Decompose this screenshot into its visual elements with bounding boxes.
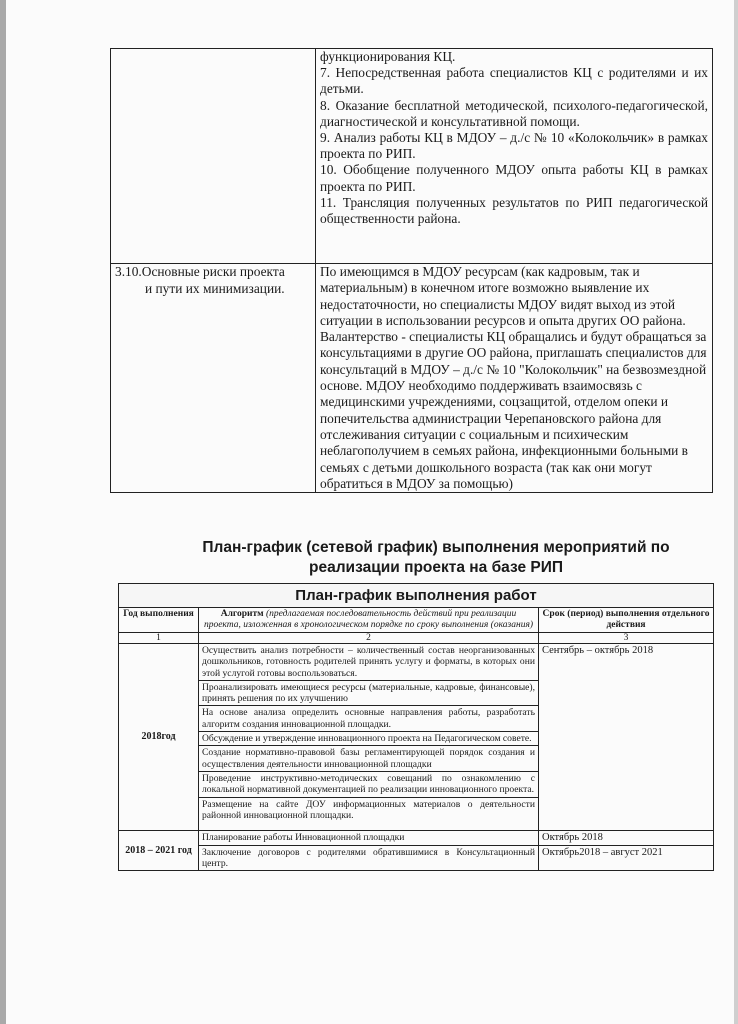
plan-table	[118, 583, 714, 871]
list-item: 9. Анализ работы КЦ в МДОУ – д./с № 10 «Колокольчик» в рамках проекта по РИП.	[320, 130, 708, 162]
action-cell: Обсуждение и утверждение инновационного проекта на Педагогическом совете.	[199, 732, 539, 746]
table-row	[119, 845, 714, 871]
action-cell: На основе анализа определить основные направления работы, разработать алгоритм создания инновационной площадки.	[199, 706, 539, 732]
algorithm-header-label: Алгоритм	[220, 609, 264, 619]
table-row	[111, 264, 713, 493]
action-cell: Размещение на сайте ДОУ информационных материалов о деятельности районной инновационной площадки.	[199, 797, 539, 830]
column-number: 1	[119, 633, 199, 644]
plan-table-title: План-график выполнения работ	[119, 584, 714, 608]
period-cell: Октябрь 2018	[539, 830, 714, 845]
table-row	[119, 830, 714, 845]
algorithm-header-note: (предлагаемая последовательность действий при реализации проекта, изложенная в хронологическом порядке по сроку выполнения (оказания)	[203, 609, 534, 630]
list-item: 8. Оказание бесплатной методической, психолого-педагогической, диагностической и консультативной помощи.	[320, 97, 708, 129]
empty-label-cell	[111, 49, 316, 264]
column-header-period: Срок (период) выполнения отдельного действия	[539, 608, 714, 633]
period-cell: Октябрь2018 – август 2021	[539, 845, 714, 871]
steps-cell	[316, 49, 713, 264]
action-cell: Проанализировать имеющиеся ресурсы (материальные, кадровые, финансовые), принять решения по их улучшению	[199, 680, 539, 706]
year-cell-2018: 2018год	[119, 644, 199, 831]
list-item: 7. Непосредственная работа специалистов КЦ с родителями и их детьми.	[320, 65, 708, 97]
scan-left-edge	[0, 0, 6, 1024]
project-table	[110, 48, 713, 493]
risks-text-cell: По имеющимся в МДОУ ресурсам (как кадровым, так и материальным) в конечном итоге возможно выявление их недостаточности, но специалисты МДОУ видят выход из этой ситуации в использовании ресурсов и опыта других ОО района. Валантерство - специалисты КЦ обращались и будут обращаться за консультациями в другие ОО района, приглашать специалистов для консультаций в МДОУ – д./с № 10 "Колокольчик" на безвозмездной основе. МДОУ необходимо поддерживать взаимосвязь с медицинскими учреждениями, соцзащитой, отделом опеки и попечительства администрации Черепановского района для отслеживания ситуации с социальным и психическим неблагополучием в семьях района, инфекционными больными в семьях с детьми дошкольного возраста (так как они могут обратиться в МДОУ за помощью)	[316, 264, 713, 493]
column-number-row	[119, 633, 714, 644]
period-cell-2018: Сентябрь – октябрь 2018	[539, 644, 714, 831]
action-cell: Заключение договоров с родителями обратившимися в Консультационный центр.	[199, 845, 539, 871]
table-row	[119, 584, 714, 608]
table-row	[119, 644, 714, 681]
column-number: 3	[539, 633, 714, 644]
action-cell: Проведение инструктивно-методических совещаний по ознакомлению с локальной нормативной документацией по реализации инновационного проекта.	[199, 771, 539, 797]
risks-label-cell	[111, 264, 316, 493]
list-item: 10. Обобщение полученного МДОУ опыта работы КЦ в рамках проекта по РИП.	[320, 162, 708, 194]
risks-label-line2: и пути их минимизации.	[145, 280, 285, 296]
risks-label-line1: 3.10.Основные риски проекта	[115, 264, 285, 279]
column-header-algorithm	[199, 608, 539, 633]
action-cell: Осуществить анализ потребности – количественный состав неорганизованных дошкольников, готовность родителей принять услугу и форматы, в которых они этой услугой готовы воспользоваться.	[199, 644, 539, 681]
page-title: План-график (сетевой график) выполнения мероприятий по реализации проекта на базе РИП	[202, 539, 670, 576]
list-item: 11. Трансляция полученных результатов по РИП педагогической общественности района.	[320, 194, 708, 227]
table-row	[111, 49, 713, 264]
action-cell: Создание нормативно-правовой базы регламентирующей порядок создания и осуществления деятельности инновационной площадки	[199, 746, 539, 772]
scan-right-edge	[734, 0, 738, 1024]
column-header-year: Год выполнения	[119, 608, 199, 633]
year-range-cell: 2018 – 2021 год	[119, 830, 199, 871]
column-number: 2	[199, 633, 539, 644]
action-cell: Планирование работы Инновационной площадки	[199, 830, 539, 845]
list-item: функционирования КЦ.	[320, 49, 456, 64]
table-header-row	[119, 608, 714, 633]
